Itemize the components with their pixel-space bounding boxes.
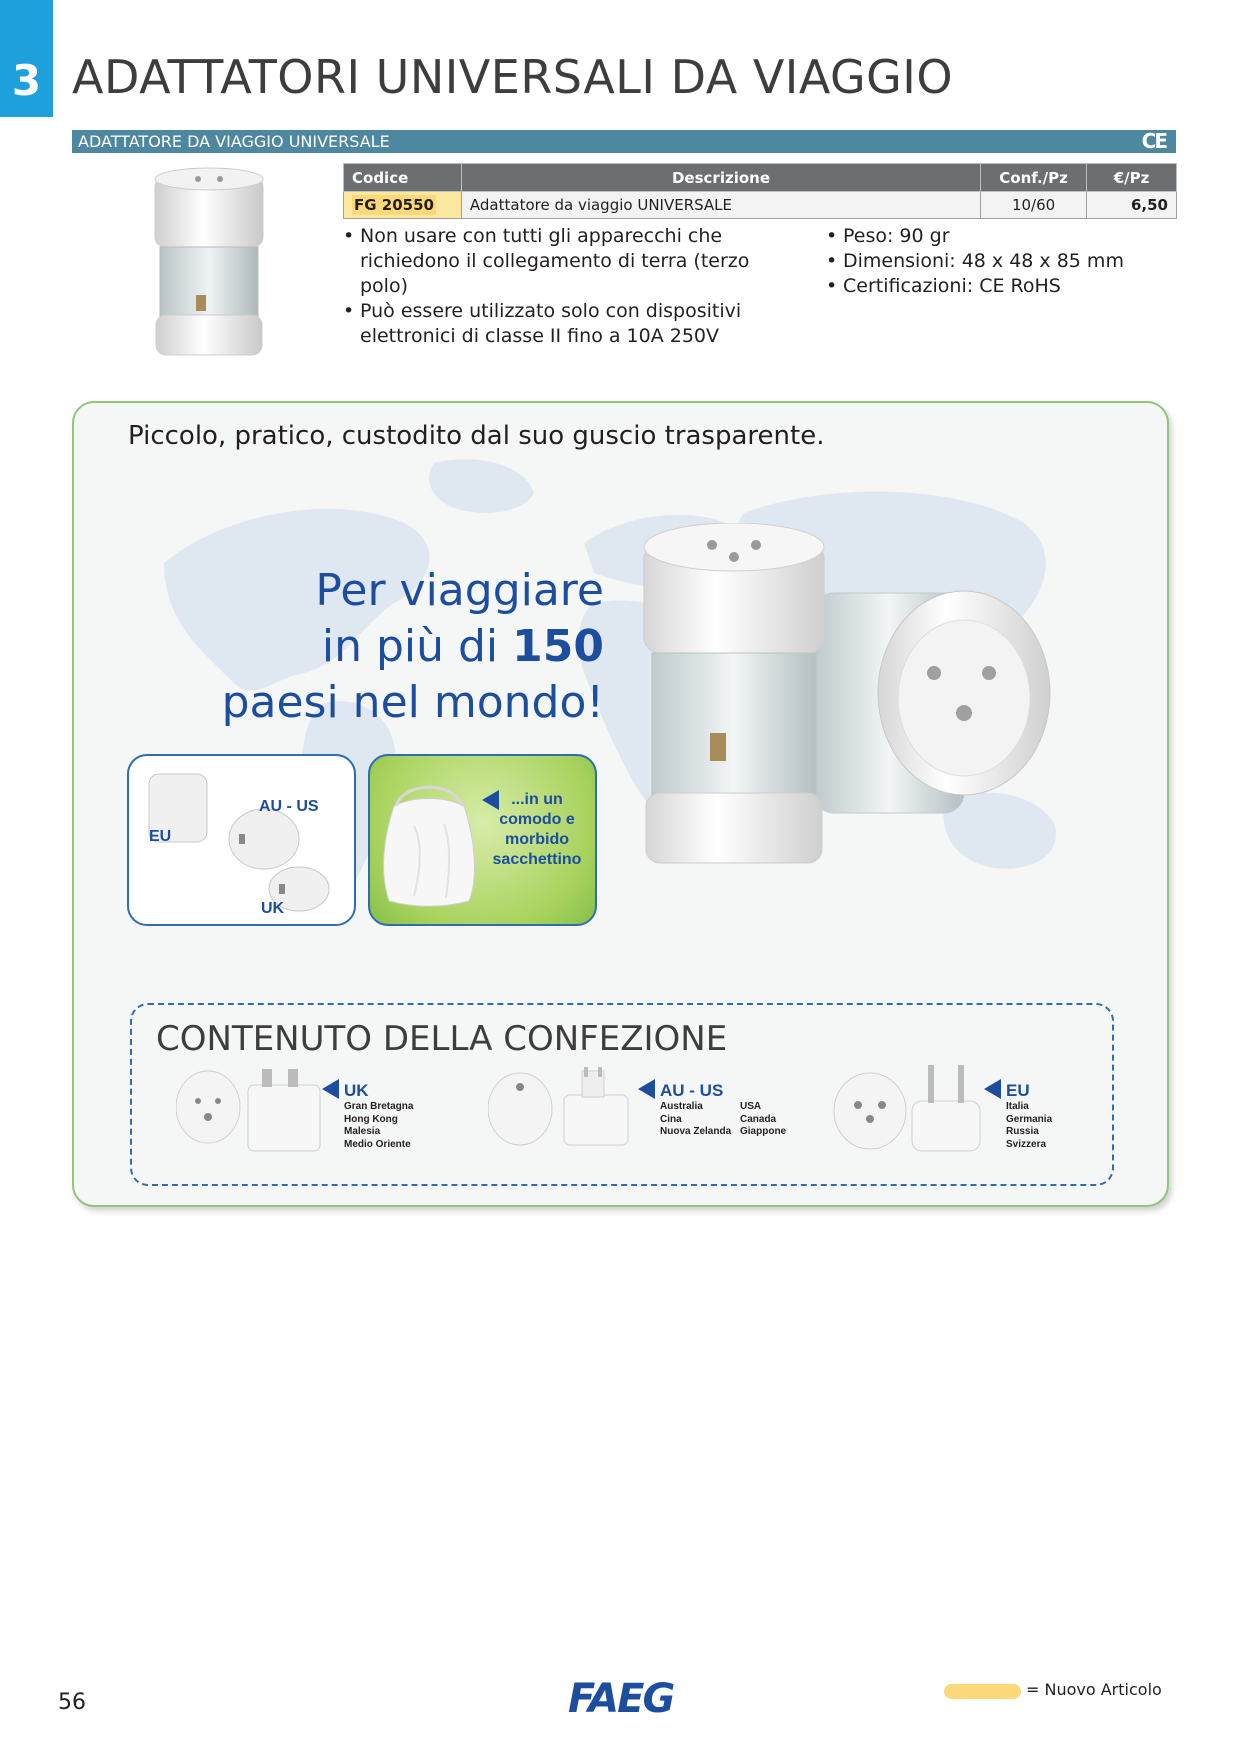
new-item-swatch bbox=[944, 1684, 1021, 1699]
table-row bbox=[344, 192, 1177, 219]
list-item: Giappone bbox=[740, 1126, 787, 1137]
list-item: Gran Bretagna bbox=[344, 1101, 414, 1112]
au-us-countries-col2 bbox=[740, 1101, 786, 1139]
list-item: • Dimensioni: 48 x 48 x 85 mm bbox=[826, 249, 1176, 274]
new-item-legend: = Nuovo Articolo bbox=[1026, 1680, 1162, 1699]
ce-mark-icon: CE bbox=[1141, 129, 1166, 153]
promo-slogan bbox=[214, 563, 604, 731]
product-table bbox=[343, 163, 1177, 219]
chapter-number: 3 bbox=[0, 0, 53, 117]
list-item: • Non usare con tutti gli apparecchi che richiedono il collegamento di terra (terzo polo) bbox=[343, 224, 773, 299]
bag-card bbox=[368, 754, 597, 926]
product-specs-list bbox=[826, 224, 1176, 299]
page-title: ADATTATORI UNIVERSALI DA VIAGGIO bbox=[72, 50, 954, 104]
eu-label: EU bbox=[1006, 1081, 1030, 1100]
plug-label-uk: UK bbox=[261, 900, 285, 917]
plugs-card bbox=[127, 754, 356, 926]
plug-label-eu: EU bbox=[149, 828, 172, 845]
col-header-description: Descrizione bbox=[461, 164, 980, 192]
package-contents-title: CONTENUTO DELLA CONFEZIONE bbox=[156, 1019, 728, 1059]
list-item: Medio Oriente bbox=[344, 1138, 411, 1150]
list-item: Germania bbox=[1006, 1113, 1053, 1125]
eu-adapter-image bbox=[832, 1061, 982, 1156]
slogan-line-1: Per viaggiare bbox=[315, 565, 604, 616]
arrow-left-icon bbox=[638, 1079, 655, 1099]
list-item: Malesia bbox=[344, 1126, 381, 1137]
product-code: FG 20550 bbox=[344, 192, 462, 219]
au-us-countries-col1 bbox=[660, 1101, 731, 1139]
col-header-price: €/Pz bbox=[1087, 164, 1177, 192]
list-item: USA bbox=[740, 1101, 762, 1112]
arrow-left-icon bbox=[322, 1079, 339, 1099]
section-bar bbox=[72, 130, 1176, 153]
list-item: Svizzera bbox=[1006, 1138, 1047, 1150]
product-description: Adattatore da viaggio UNIVERSALE bbox=[461, 192, 980, 219]
au-us-label: AU - US bbox=[660, 1081, 724, 1100]
list-item: • Peso: 90 gr bbox=[826, 224, 1176, 249]
product-price: 6,50 bbox=[1087, 192, 1177, 219]
promo-box bbox=[72, 401, 1169, 1207]
eu-countries bbox=[1006, 1101, 1052, 1151]
au-us-adapter-image bbox=[488, 1065, 638, 1155]
uk-adapter-image bbox=[176, 1065, 326, 1155]
list-item: Australia bbox=[660, 1101, 703, 1112]
uk-label: UK bbox=[344, 1081, 369, 1100]
brand-logo: FAEG bbox=[568, 1676, 674, 1722]
pouch-image bbox=[374, 776, 484, 911]
list-item: Nuova Zelanda bbox=[660, 1126, 732, 1137]
plug-label-au-us: AU - US bbox=[259, 798, 319, 815]
adapter-product-image bbox=[150, 165, 270, 370]
list-item: Canada bbox=[740, 1113, 777, 1125]
slogan-number: 150 bbox=[512, 621, 604, 672]
col-header-code: Codice bbox=[344, 164, 462, 192]
uk-countries bbox=[344, 1101, 413, 1151]
list-item: Italia bbox=[1006, 1101, 1029, 1112]
bag-caption: ...in un comodo e morbido sacchettino bbox=[492, 791, 582, 868]
slogan-line-2: in più di 150 bbox=[321, 621, 604, 672]
slogan-line-3: paesi nel mondo! bbox=[221, 677, 604, 728]
list-item: • Può essere utilizzato solo con dispositivi elettronici di classe II fino a 10A 250V bbox=[343, 299, 773, 349]
product-pack: 10/60 bbox=[981, 192, 1087, 219]
adapter-hero-image bbox=[634, 523, 1064, 883]
package-contents-box bbox=[130, 1003, 1114, 1186]
list-item: Russia bbox=[1006, 1126, 1039, 1137]
page-number: 56 bbox=[58, 1690, 86, 1715]
section-title: ADATTATORE DA VIAGGIO UNIVERSALE bbox=[78, 132, 390, 151]
arrow-left-icon bbox=[984, 1079, 1001, 1099]
col-header-pack: Conf./Pz bbox=[981, 164, 1087, 192]
list-item: Hong Kong bbox=[344, 1113, 398, 1125]
product-notes-list bbox=[343, 224, 773, 349]
list-item: Cina bbox=[660, 1113, 682, 1125]
promo-tagline: Piccolo, pratico, custodito dal suo guscio trasparente. bbox=[128, 421, 825, 451]
list-item: • Certificazioni: CE RoHS bbox=[826, 274, 1176, 299]
